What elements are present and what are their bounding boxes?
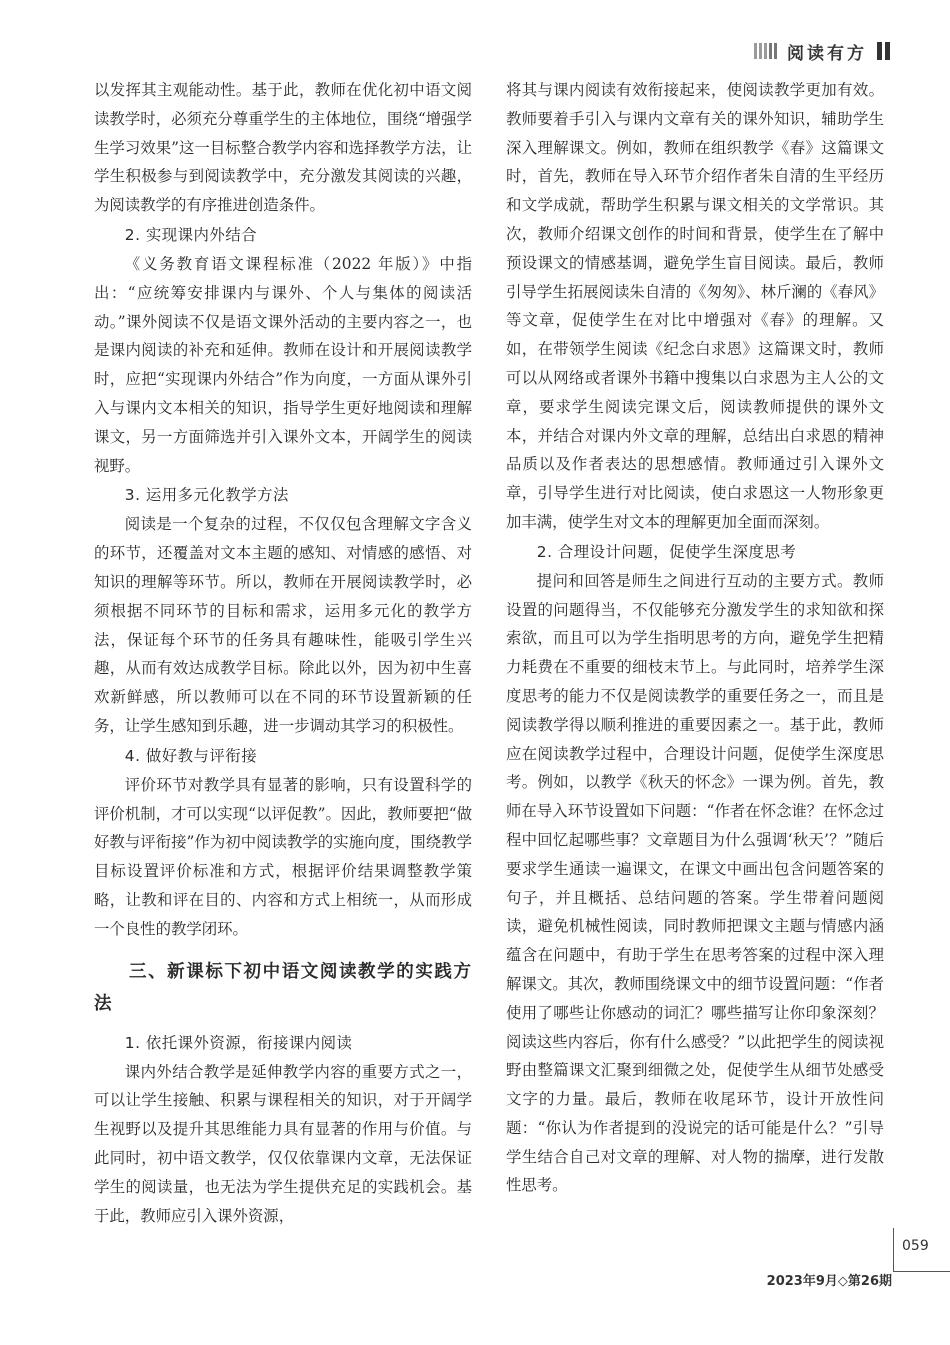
paragraph: 以发挥其主观能动性。基于此，教师在优化初中语文阅读教学时，必须充分尊重学生的主体地位，围绕“增强学生学习效果”这一目标整合教学内容和选择教学方法，让学生积极参与到阅读教学中，充分激发其阅读的兴趣，为阅读教学的有序推进创造条件。	[94, 81, 472, 215]
paragraph: 将其与课内阅读有效衔接起来，使阅读教学更加有效。教师要着手引入与课内文章有关的课外知识，辅助学生深入理解课文。例如，教师在组织教学《春》这篇课文时，首先，教师在导入环节介绍作者朱自清的生平经历和文学成就，帮助学生积累与课文相关的文学常识。其次，教师介绍课文创作的时间和背景，使学生在了解中预设课文的情感基调，避免学生盲目阅读。最后，教师引导学生拓展阅读朱自清的《匆匆》、林斤澜的《春风》等文章，促使学生在对比中增强对《春》的理解。又如，在带领学生阅读《纪念白求恩》这篇课文时，教师可以从网络或者课外书籍中搜集以白求恩为主人公的文章，要求学生阅读完课文后，阅读教师提供的课外文本，并结合对课内外文章的理解，总结出白求恩的精神品质以及作者表达的思想感情。教师通过引入课外文章，引导学生进行对比阅读，使白求恩这一人物形象更加丰满，使学生对文本的理解更加全面而深刻。	[506, 81, 884, 531]
paragraph: 提问和回答是师生之间进行互动的主要方式。教师设置的问题得当，不仅能够充分激发学生的求知欲和探索欲，而且可以为学生指明思考的方向，避免学生把精力耗费在不重要的细枝末节上。与此同时，培养学生深度思考的能力不仅是阅读教学的重要任务之一，而且是阅读教学得以顺利推进的重要因素之一。基于此，教师应在阅读教学过程中，合理设计问题，促使学生深度思考。例如，以教学《秋天的怀念》一课为例。首先，教师在导入环节设置如下问题：“作者在怀念谁？在怀念过程中回忆起哪些事？文章题目为什么强调‘秋天’？”随后要求学生通读一遍课文，在课文中画出包含问题答案的句子，并且概括、总结问题的答案。学生带着问题阅读，避免机械性阅读，同时教师把课文主题与情感内涵蕴含在问题中，有助于学生在思考答案的过程中深入理解课文。其次，教师围绕课文中的细节设置问题：“作者使用了哪些让你感动的词汇？哪些描写让你印象深刻？阅读这些内容后，你有什么感受？”以此把学生的阅读视野由整篇课文汇聚到细微之处，促使学生从细节处感受文字的力量。最后，教师在收尾环节，设计开放性问题：“你认为作者提到的没说完的话可能是什么？”引导学生结合自己对文章的理解、对人物的揣摩，进行发散性思考。	[506, 571, 884, 1195]
paragraph: 《义务教育语文课程标准（2022 年版）》中指出：“应统筹安排课内与课外、个人与集体的阅读活动。”课外阅读不仅是语文课外活动的主要内容之一，也是课内阅读的补充和延伸。教师在设计和开展阅读教学时，应把“实现课内外结合”作为向度，一方面从课外引入与课内文本相关的知识，指导学生更好地阅读和理解课文，另一方面筛选并引入课外文本，开阔学生的阅读视野。	[94, 254, 472, 475]
paragraph: 阅读是一个复杂的过程，不仅仅包含理解文字含义的环节，还覆盖对文本主题的感知、对情感的感悟、对知识的理解等环节。所以，教师在开展阅读教学时，必须根据不同环节的目标和需求，运用多元化的教学方法，保证每个环节的任务具有趣味性，能吸引学生兴趣，从而有效达成教学目标。除此以外，因为初中生喜欢新鲜感，所以教师可以在不同的环节设置新颖的任务，让学生感知到乐趣，进一步调动其学习的积极性。	[94, 515, 472, 735]
paragraph: 评价环节对教学具有显著的影响，只有设置科学的评价机制，才可以实现“以评促教”。因此，教师要把“做好教与评衔接”作为初中阅读教学的实施向度，围绕教学目标设置评价标准和方式，根据评价结果调整教学策略，让教和评在目的、内容和方式上相统一，从而形成一个良性的教学闭环。	[94, 775, 472, 938]
running-header	[754, 36, 890, 66]
header-decoration-bars	[754, 43, 777, 59]
subheading-4: 4. 做好教与评衔接	[124, 746, 258, 765]
footer-rule-horizontal	[893, 1271, 950, 1272]
subheading-1: 1. 依托课外资源，衔接课内阅读	[124, 1033, 353, 1052]
issue-label: 2023年9月◇第26期	[766, 1274, 892, 1289]
section-name: 阅读有方	[787, 43, 867, 64]
section-heading: 三、新课标下初中语文阅读教学的实践方法	[94, 961, 472, 1014]
footer-rule-vertical	[893, 1228, 894, 1272]
right-column	[506, 76, 884, 1200]
paragraph: 课内外结合教学是延伸教学内容的重要方式之一，可以让学生接触、积累与课程相关的知识，对于开阔学生视野以及提升其思维能力具有显著的作用与价值。与此同时，初中语文教学，仅仅依靠课内文章，无法保证学生的阅读量，也无法为学生提供充足的实践机会。基于此，教师应引入课外资源，	[94, 1062, 472, 1225]
subheading-2: 2. 合理设计问题，促使学生深度思考	[536, 542, 797, 561]
header-decoration-blocks	[877, 42, 890, 60]
subheading-2: 2. 实现课内外结合	[124, 225, 258, 244]
subheading-3: 3. 运用多元化教学方法	[124, 486, 289, 505]
page-number: 059	[902, 1238, 929, 1254]
left-column	[94, 76, 472, 1230]
